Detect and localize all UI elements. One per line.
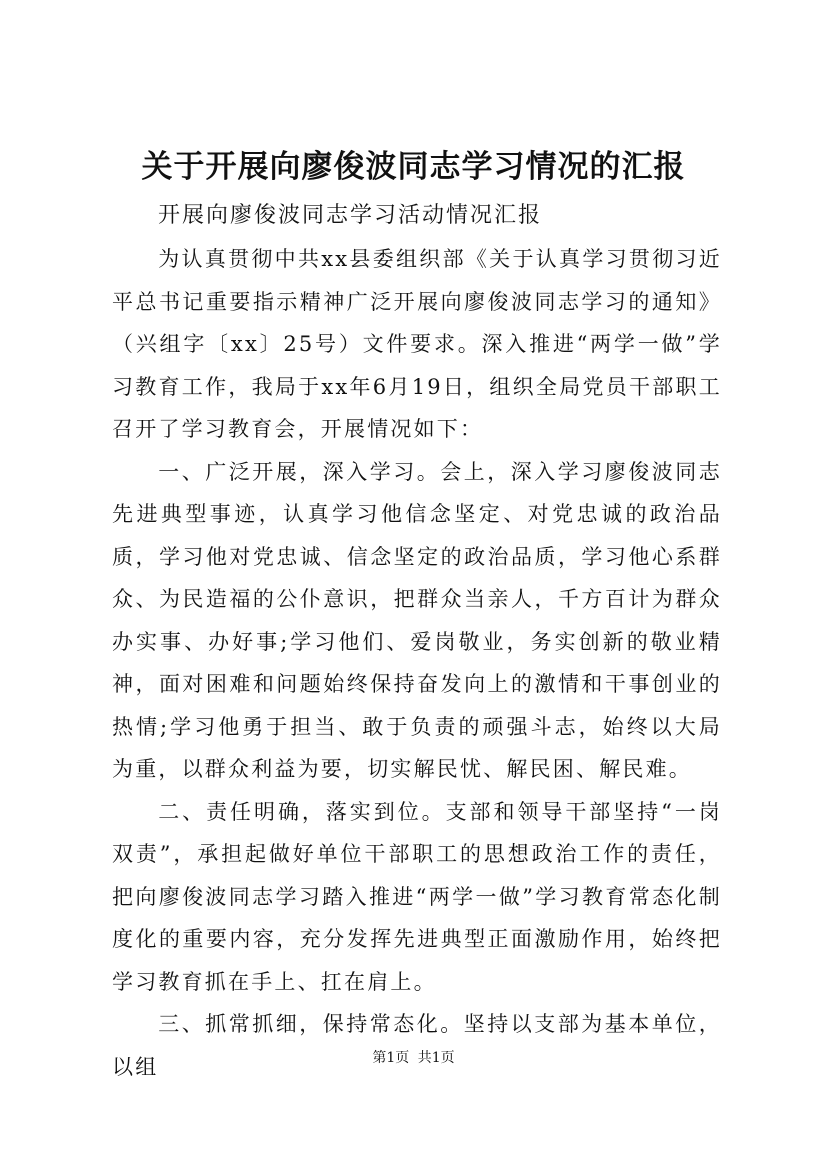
document-title: 关于开展向廖俊波同志学习情况的汇报	[141, 149, 686, 185]
paragraph-intro: 为认真贯彻中共xx县委组织部《关于认真学习贯彻习近平总书记重要指示精神广泛开展向廖俊波同志学习的通知》（兴组字〔xx〕25号）文件要求。深入推进“两学一做”学习教育工作，我局于xx年6月19日，组织全局党员干部职工召开了学习教育会，开展情况如下：	[112, 247, 722, 441]
page-number: 第1页	[372, 1050, 410, 1066]
page-footer	[0, 1048, 827, 1068]
document-subtitle: 开展向廖俊波同志学习活动情况汇报	[158, 203, 543, 228]
document-body	[112, 238, 722, 1088]
paragraph-section-3: 三、抓常抓细，保持常态化。坚持以支部为基本单位，以组	[112, 1012, 722, 1079]
paragraph-section-2: 二、责任明确，落实到位。支部和领导干部坚持“一岗双责”，承担起做好单位干部职工的思想政治工作的责任，把向廖俊波同志学习踏入推进“两学一做”学习教育常态化制度化的重要内容，充分发挥先进典型正面激励作用，始终把学习教育抓在手上、扛在肩上。	[112, 799, 722, 994]
page-total: 共1页	[417, 1050, 455, 1066]
paragraph-section-1: 一、广泛开展，深入学习。会上，深入学习廖俊波同志先进典型事迹，认真学习他信念坚定、对党忠诚的政治品质，学习他对党忠诚、信念坚定的政治品质，学习他心系群众、为民造福的公仆意识，把群众当亲人，千方百计为群众办实事、办好事;学习他们、爱岗敬业，务实创新的敬业精神，面对困难和问题始终保持奋发向上的激情和干事创业的热情;学习他勇于担当、敢于负责的顽强斗志，始终以大局为重，以群众利益为要，切实解民忧、解民困、解民难。	[112, 459, 722, 781]
